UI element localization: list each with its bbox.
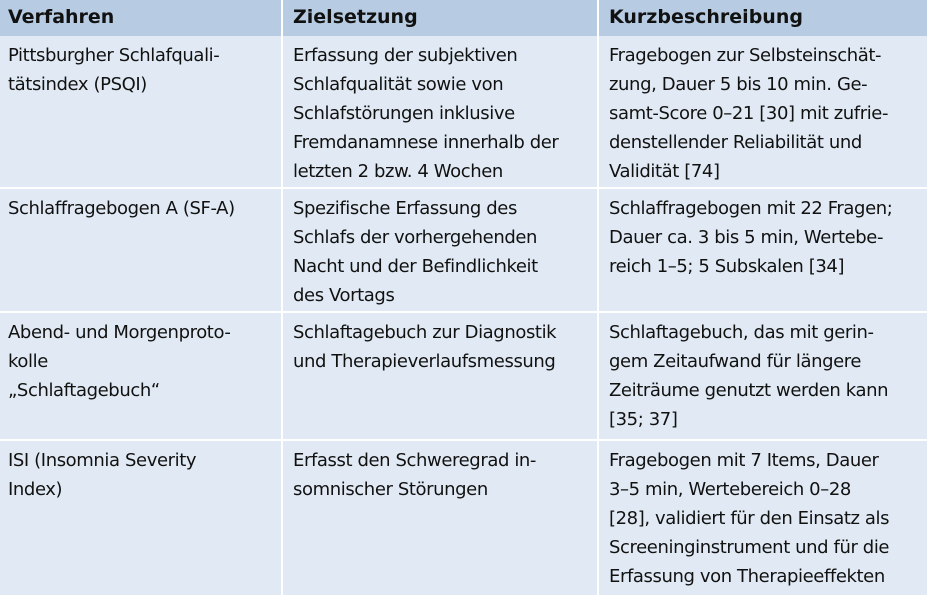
table-row-schlaftagebuch: [0, 313, 927, 439]
cell-zielsetzung: [283, 36, 597, 187]
cell-line: Schlafs der vorhergehenden: [293, 227, 538, 248]
table-row-psqi: [0, 36, 927, 187]
cell-line: reich 1–5; 5 Subskalen [34]: [609, 256, 845, 277]
cell-line: des Vortags: [293, 285, 395, 306]
cell-line: Fremdanamnese innerhalb der: [293, 132, 559, 153]
cell-verfahren: [0, 441, 281, 595]
column-divider: [281, 0, 283, 595]
cell-line: somnischer Störungen: [293, 479, 488, 500]
table-header: [0, 0, 927, 36]
header-verfahren: Verfahren: [8, 6, 115, 28]
cell-line: Schlaffragebogen mit 22 Fragen;: [609, 198, 893, 219]
cell-line: kolle: [8, 351, 48, 372]
cell-line: Schlafqualität sowie von: [293, 74, 504, 95]
table-row-sf-a: [0, 189, 927, 311]
cell-line: Abend- und Morgenproto-: [8, 322, 231, 343]
cell-line: [28], validiert für den Einsatz als: [609, 508, 890, 529]
cell-kurzbeschreibung: [599, 36, 927, 187]
cell-line: 3–5 min, Wertebereich 0–28: [609, 479, 851, 500]
cell-kurzbeschreibung: [599, 441, 927, 595]
cell-line: Schlaftagebuch zur Diagnostik: [293, 322, 557, 343]
cell-zielsetzung: [283, 313, 597, 439]
cell-verfahren: [0, 313, 281, 439]
cell-line: Nacht und der Befindlichkeit: [293, 256, 538, 277]
cell-line: und Therapieverlaufsmessung: [293, 351, 556, 372]
cell-line: Erfassung der subjektiven: [293, 45, 518, 66]
cell-line: Erfassung von Therapieeffekten: [609, 566, 885, 587]
cell-line: samt-Score 0–21 [30] mit zufrie-: [609, 103, 889, 124]
cell-line: Pittsburgher Schlafquali-: [8, 45, 220, 66]
cell-line: Spezifische Erfassung des: [293, 198, 517, 219]
cell-zielsetzung: [283, 441, 597, 595]
cell-line: Fragebogen mit 7 Items, Dauer: [609, 450, 879, 471]
cell-line: denstellender Reliabilität und: [609, 132, 862, 153]
cell-line: Index): [8, 479, 63, 500]
cell-line: Fragebogen zur Selbsteinschät-: [609, 45, 882, 66]
cell-line: Validität [74]: [609, 161, 720, 182]
cell-line: letzten 2 bzw. 4 Wochen: [293, 161, 503, 182]
cell-line: Schlaftagebuch, das mit gerin-: [609, 322, 874, 343]
header-zielsetzung: Zielsetzung: [293, 6, 418, 28]
cell-line: [35; 37]: [609, 409, 678, 430]
table-row-isi: [0, 441, 927, 595]
cell-line: Zeiträume genutzt werden kann: [609, 380, 889, 401]
cell-line: tätsindex (PSQI): [8, 74, 147, 95]
cell-line: gem Zeitaufwand für längere: [609, 351, 862, 372]
cell-line: Erfasst den Schweregrad in-: [293, 450, 537, 471]
cell-line: „Schlaftagebuch“: [8, 380, 160, 401]
cell-line: Screeninginstrument und für die: [609, 537, 890, 558]
column-divider: [597, 0, 599, 595]
header-kurzbeschreibung: Kurzbeschreibung: [609, 6, 803, 28]
cell-zielsetzung: [283, 189, 597, 311]
cell-kurzbeschreibung: [599, 313, 927, 439]
cell-line: ISI (Insomnia Severity: [8, 450, 197, 471]
cell-line: Schlafstörungen inklusive: [293, 103, 515, 124]
cell-verfahren: [0, 36, 281, 187]
cell-line: Dauer ca. 3 bis 5 min, Wertebe-: [609, 227, 884, 248]
cell-line: zung, Dauer 5 bis 10 min. Ge-: [609, 74, 868, 95]
cell-line: Schlaffragebogen A (SF-A): [8, 198, 235, 219]
cell-kurzbeschreibung: [599, 189, 927, 311]
cell-verfahren: [0, 189, 281, 311]
